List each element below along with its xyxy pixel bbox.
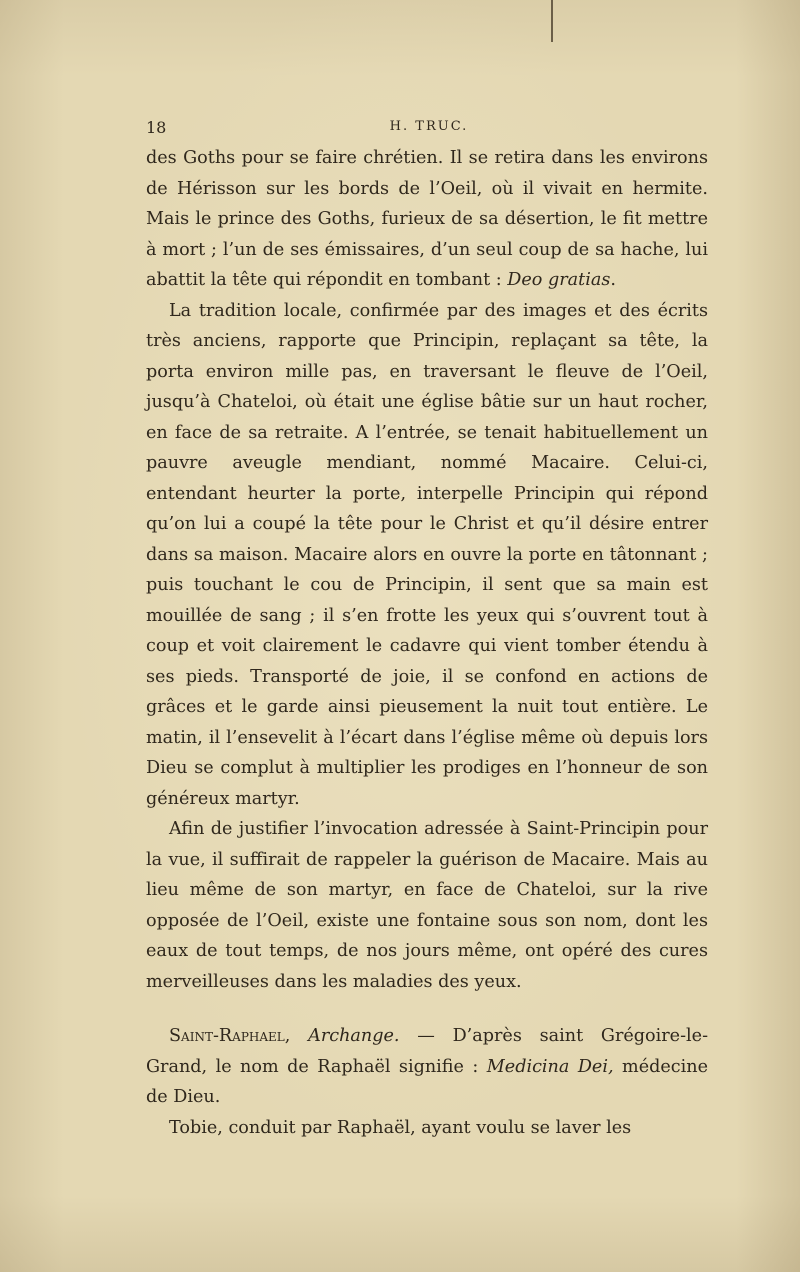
- paragraph-5: Tobie, conduit par Raphaël, ayant voulu se laver les: [169, 1117, 632, 1138]
- body-text: [146, 143, 708, 1143]
- paragraph-1-text: des Goths pour se faire chrétien. Il se retira dans les environs de Hérisson sur les bords de l’Oeil, où il vivait en hermite. Mais le prince des Goths, furieux de sa désertion, le fit mettre à mort ; l’un de ses émissaires, d’un seul coup de sa hache, lui abattit la tête qui répondit en tombant :: [146, 148, 708, 290]
- section-heading-saint-raphael: Saint-Raphael,: [169, 1026, 291, 1046]
- paragraph-saint-raphael: [146, 1021, 708, 1113]
- page-header: [146, 118, 712, 140]
- running-head: H. TRUC.: [389, 119, 469, 134]
- page-number: 18: [146, 118, 167, 137]
- archange-label: Archange.: [308, 1026, 400, 1046]
- paragraph-4-text: — D’après saint Grégoire-le-Grand, le nom de Raphaël signifie :: [146, 1026, 709, 1077]
- paragraph-3: Afin de justifier l’invocation adressée à Saint-Principin pour la vue, il suffirait de rappeler la guérison de Macaire. Mais au lieu même de son martyr, en face de Chateloi, sur la rive opposée de l’Oeil, existe une fontaine sous son nom, dont les eaux de tout temps, de nos jours même, ont opéré des cures merveilleuses dans les maladies des yeux.: [146, 819, 708, 992]
- paragraph-1-end: .: [610, 270, 616, 290]
- deo-gratias-phrase: Deo gratias: [507, 270, 611, 290]
- paragraph-2: La tradition locale, confirmée par des images et des écrits très anciens, rapporte que Principin, replaçant sa tête, la porta environ mille pas, en traversant le fleuve de l’Oeil, jusqu’à Chateloi, où était une église bâtie sur un haut rocher, en face de sa retraite. A l’entrée, se tenait habituellement un pauvre aveugle mendiant, nommé Macaire. Celui-ci, entendant heurter la porte, interpelle Principin qui répond qu’on lui a coupé la tête pour le Christ et qu’il désire entrer dans sa maison. Macaire alors en ouvre la porte en tâtonnant ; puis touchant le cou de Principin, il sent que sa main est mouillée de sang ; il s’en frotte les yeux qui s’ouvrent tout à coup et voit clairement le cadavre qui vient tomber étendu à ses pieds. Transporté de joie, il se confond en actions de grâces et le garde ainsi pieusement la nuit tout entière. Le matin, il l’ensevelit à l’écart dans l’église même où depuis lors Dieu se complut à multiplier les prodiges en l’honneur de son généreux martyr.: [146, 300, 708, 809]
- paragraph-1: [146, 143, 708, 296]
- medicina-dei-phrase: Medicina Dei,: [486, 1056, 614, 1077]
- paragraph-4-end: médecine de Dieu.: [146, 1056, 709, 1107]
- scan-artifact-line: [551, 0, 553, 42]
